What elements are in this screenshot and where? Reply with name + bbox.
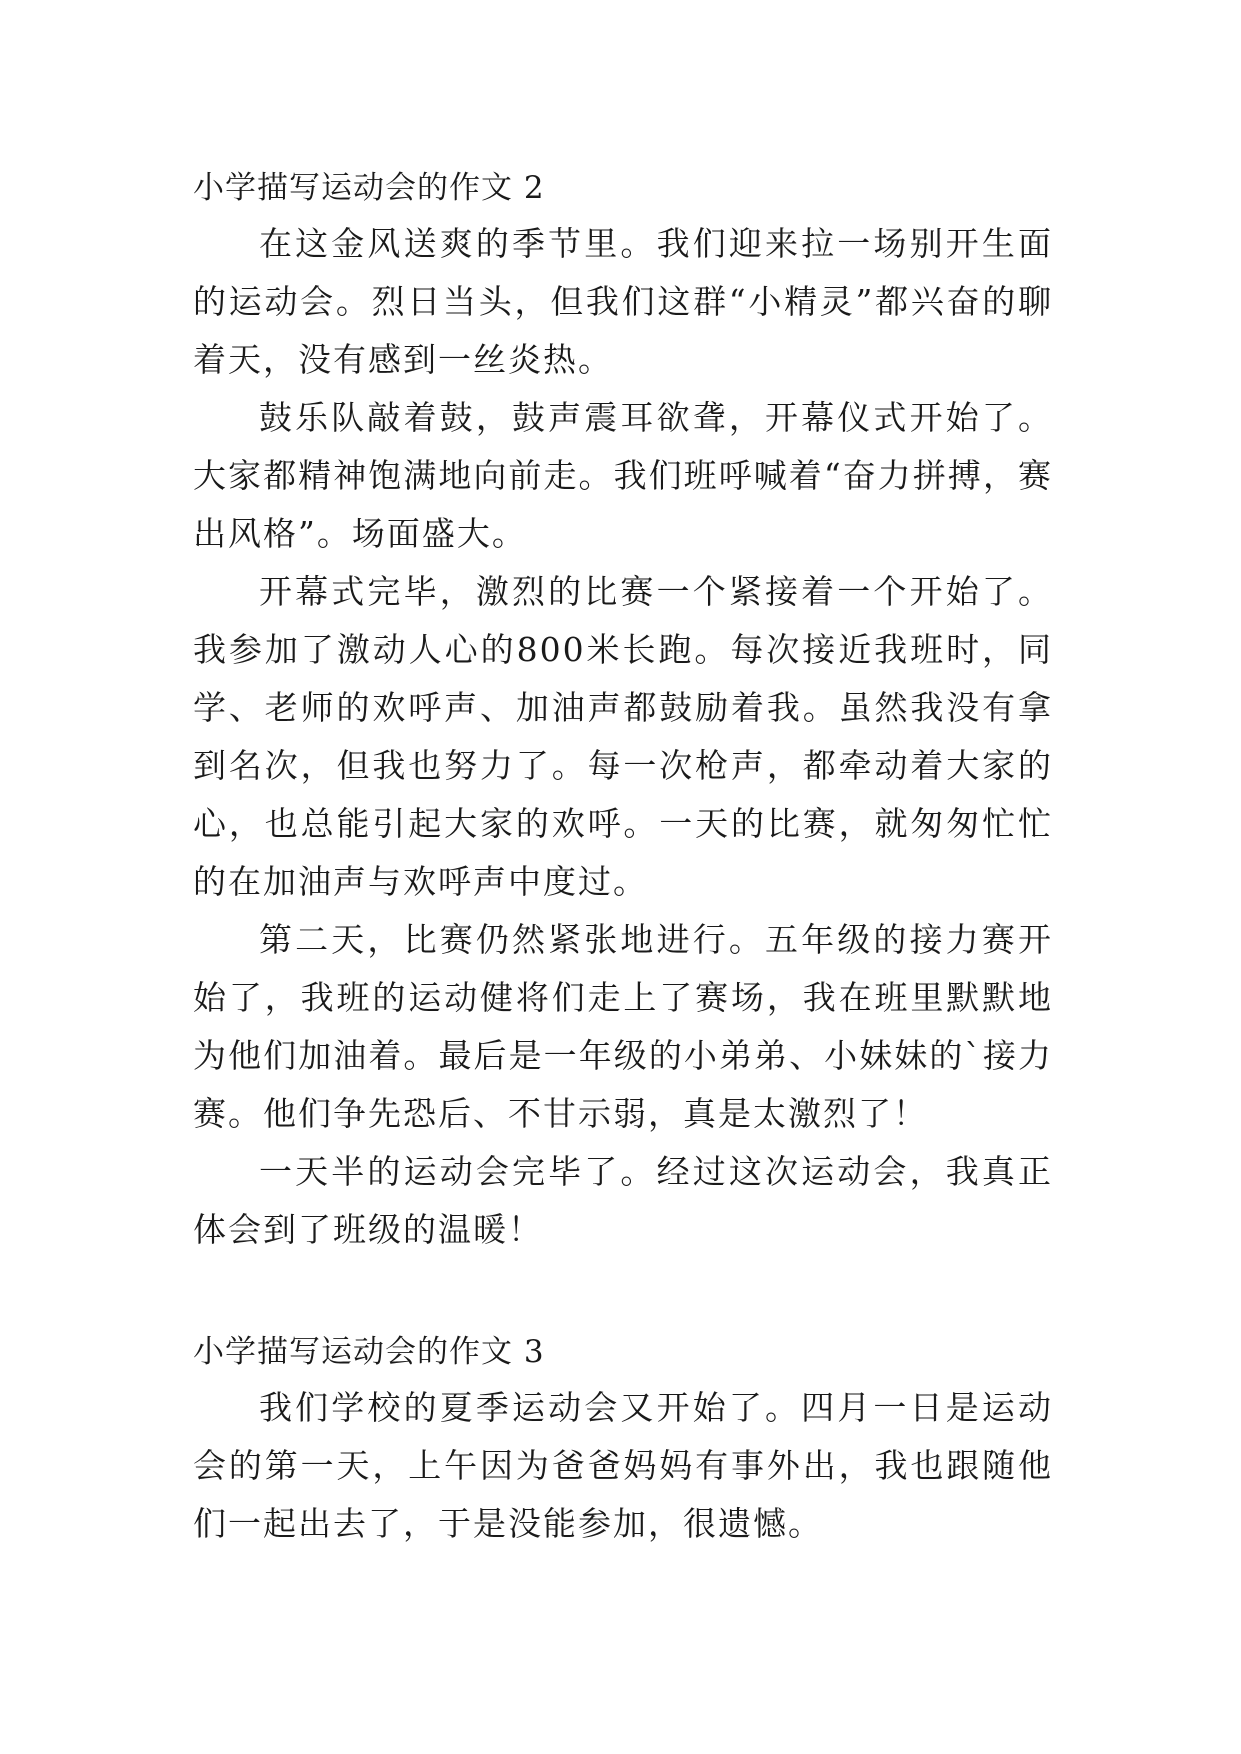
essay-body-3 [193,1379,1053,1553]
essay-2-paragraph-2: 鼓乐队敲着鼓，鼓声震耳欲聋，开幕仪式开始了。大家都精神饱满地向前走。我们班呼喊着“奋力拼搏，赛出风格”。场面盛大。 [193,398,1053,553]
essay-2-paragraph-1: 在这金风送爽的季节里。我们迎来拉一场别开生面的运动会。烈日当头，但我们这群“小精灵”都兴奋的聊着天，没有感到一丝炎热。 [193,224,1053,379]
essay-heading-2: 小学描写运动会的作文 2 [193,170,545,206]
essay-2-paragraph-5: 一天半的运动会完毕了。经过这次运动会，我真正体会到了班级的温暖！ [193,1152,1053,1249]
essay-2-paragraph-3: 开幕式完毕，激烈的比赛一个紧接着一个开始了。我参加了激动人心的800米长跑。每次接近我班时，同学、老师的欢呼声、加油声都鼓励着我。虽然我没有拿到名次，但我也努力了。每一次枪声，都牵动着大家的心，也总能引起大家的欢呼。一天的比赛，就匆匆忙忙的在加油声与欢呼声中度过。 [193,572,1053,901]
essay-2-paragraph-4: 第二天，比赛仍然紧张地进行。五年级的接力赛开始了，我班的运动健将们走上了赛场，我在班里默默地为他们加油着。最后是一年级的小弟弟、小妹妹的`接力赛。他们争先恐后、不甘示弱，真是太激烈了！ [193,920,1053,1133]
essay-body-2 [193,215,1053,1259]
essay-heading-3: 小学描写运动会的作文 3 [193,1334,545,1370]
essay-3-paragraph-1: 我们学校的夏季运动会又开始了。四月一日是运动会的第一天，上午因为爸爸妈妈有事外出，我也跟随他们一起出去了，于是没能参加，很遗憾。 [193,1388,1053,1543]
